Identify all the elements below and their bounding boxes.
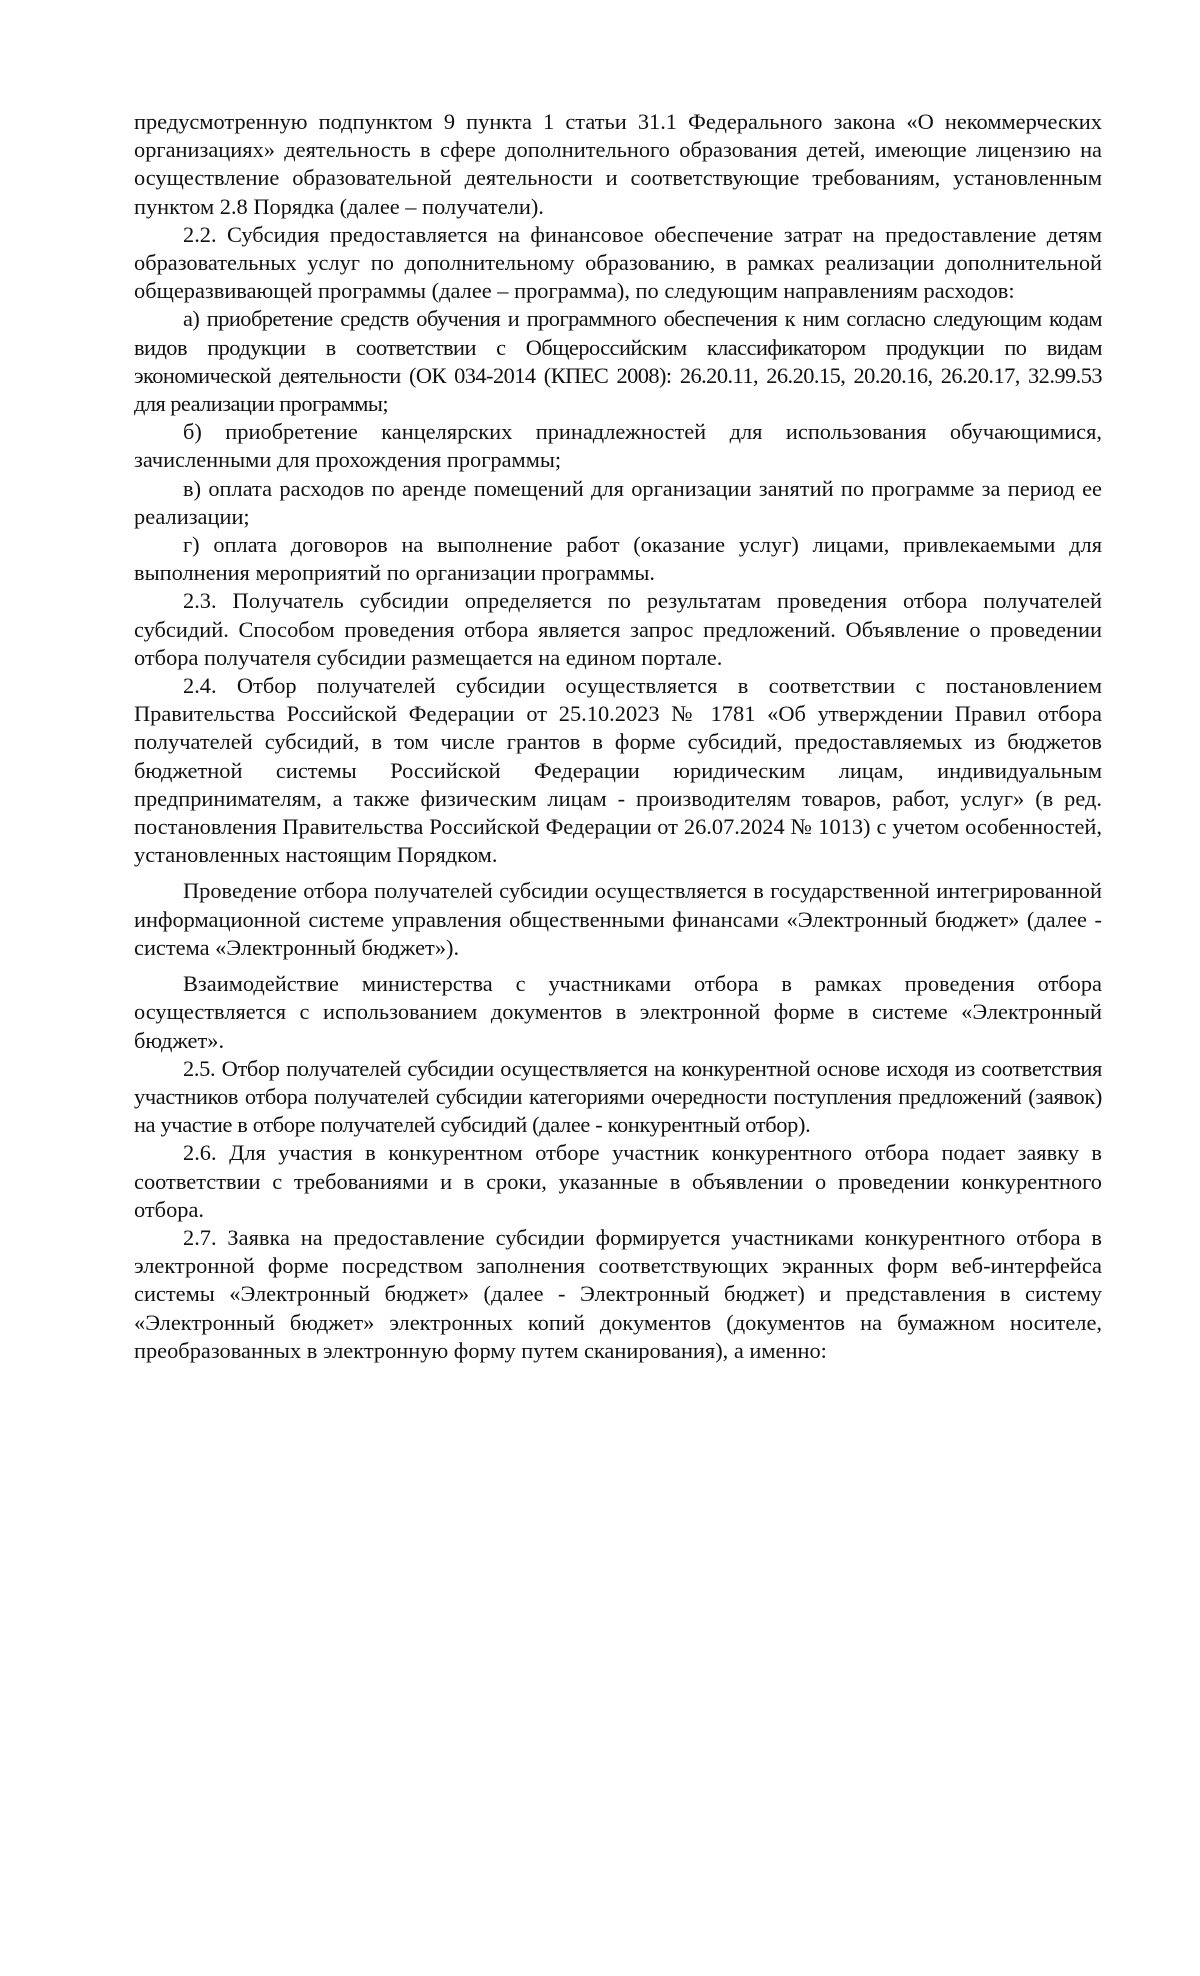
paragraph-2-5: 2.5. Отбор получателей субсидии осуществляется на конкурентной основе исходя из соответствия участников отбора получателей субсидии категориями очередности поступления предложений (заявок) на участие в отборе получателей субсидий (далее - конкурентный отбор). [134, 1055, 1102, 1138]
paragraph-2-2: 2.2. Субсидия предоставляется на финансовое обеспечение затрат на предоставление детям образовательных услуг по дополнительному образованию, в рамках реализации дополнительной общеразвивающей программы (далее – программа), по следующим направлениям расходов: [134, 221, 1102, 304]
paragraph-2-6: 2.6. Для участия в конкурентном отборе участник конкурентного отбора подает заявку в соответствии с требованиями и в сроки, указанные в объявлении о проведении конкурентного отбора. [134, 1140, 1102, 1222]
list-item: а) приобретение средств обучения и программного обеспечения к ним согласно следующим кодам видов продукции в соответствии с Общероссийским классификатором продукции по видам экономической деятельности (ОК 034-2014 (КПЕС 2008): 26.20.11, 26.20.15, 20.20.16, 26.20.17, 32.99.53 для реализации программы; [134, 306, 1102, 417]
paragraph-2-3: 2.3. Получатель субсидии определяется по результатам проведения отбора получателей субсидий. Способом проведения отбора является запрос предложений. Объявление о проведении отбора получателя субсидии размещается на едином портале. [134, 588, 1102, 670]
list-item: г) оплата договоров на выполнение работ (оказание услуг) лицами, привлекаемыми для выполнения мероприятий по организации программы. [134, 532, 1102, 586]
paragraph-2-7: 2.7. Заявка на предоставление субсидии формируется участниками конкурентного отбора в электронной форме посредством заполнения соответствующих экранных форм веб-интерфейса системы «Электронный бюджет» (далее - Электронный бюджет) и представления в систему «Электронный бюджет» электронных копий документов (документов на бумажном носителе, преобразованных в электронную форму путем сканирования), а именно: [134, 1224, 1102, 1363]
document-page [134, 108, 1102, 1365]
paragraph-2-4-system: Проведение отбора получателей субсидии осуществляется в государственной интегрированной информационной системе управления общественными финансами «Электронный бюджет» (далее - система «Электронный бюджет»). [134, 878, 1102, 960]
list-item: в) оплата расходов по аренде помещений для организации занятий по программе за период ее реализации; [134, 475, 1102, 529]
intro-continuation: предусмотренную подпунктом 9 пункта 1 статьи 31.1 Федерального закона «О некоммерческих организациях» деятельность в сфере дополнительного образования детей, имеющие лицензию на осуществление образовательной деятельности и соответствующие требованиям, установленным пунктом 2.8 Порядка (далее – получатели). [134, 109, 1102, 219]
expense-directions-list [134, 305, 1102, 587]
paragraph-2-4: 2.4. Отбор получателей субсидии осуществляется в соответствии с постановлением Правительства Российской Федерации от 25.10.2023 № 1781 «Об утверждении Правил отбора получателей субсидий, в том числе грантов в форме субсидий, предоставляемых из бюджетов бюджетной системы Российской Федерации юридическим лицам, индивидуальным предпринимателям, а также физическим лицам - производителям товаров, работ, услуг» (в ред. постановления Правительства Российской Федерации от 26.07.2024 № 1013) с учетом особенностей, установленных настоящим Порядком. [134, 673, 1102, 868]
paragraph-2-4-interaction: Взаимодействие министерства с участниками отбора в рамках проведения отбора осуществляется с использованием документов в электронной форме в системе «Электронный бюджет». [134, 971, 1102, 1053]
list-item: б) приобретение канцелярских принадлежностей для использования обучающимися, зачисленными для прохождения программы; [134, 419, 1102, 473]
